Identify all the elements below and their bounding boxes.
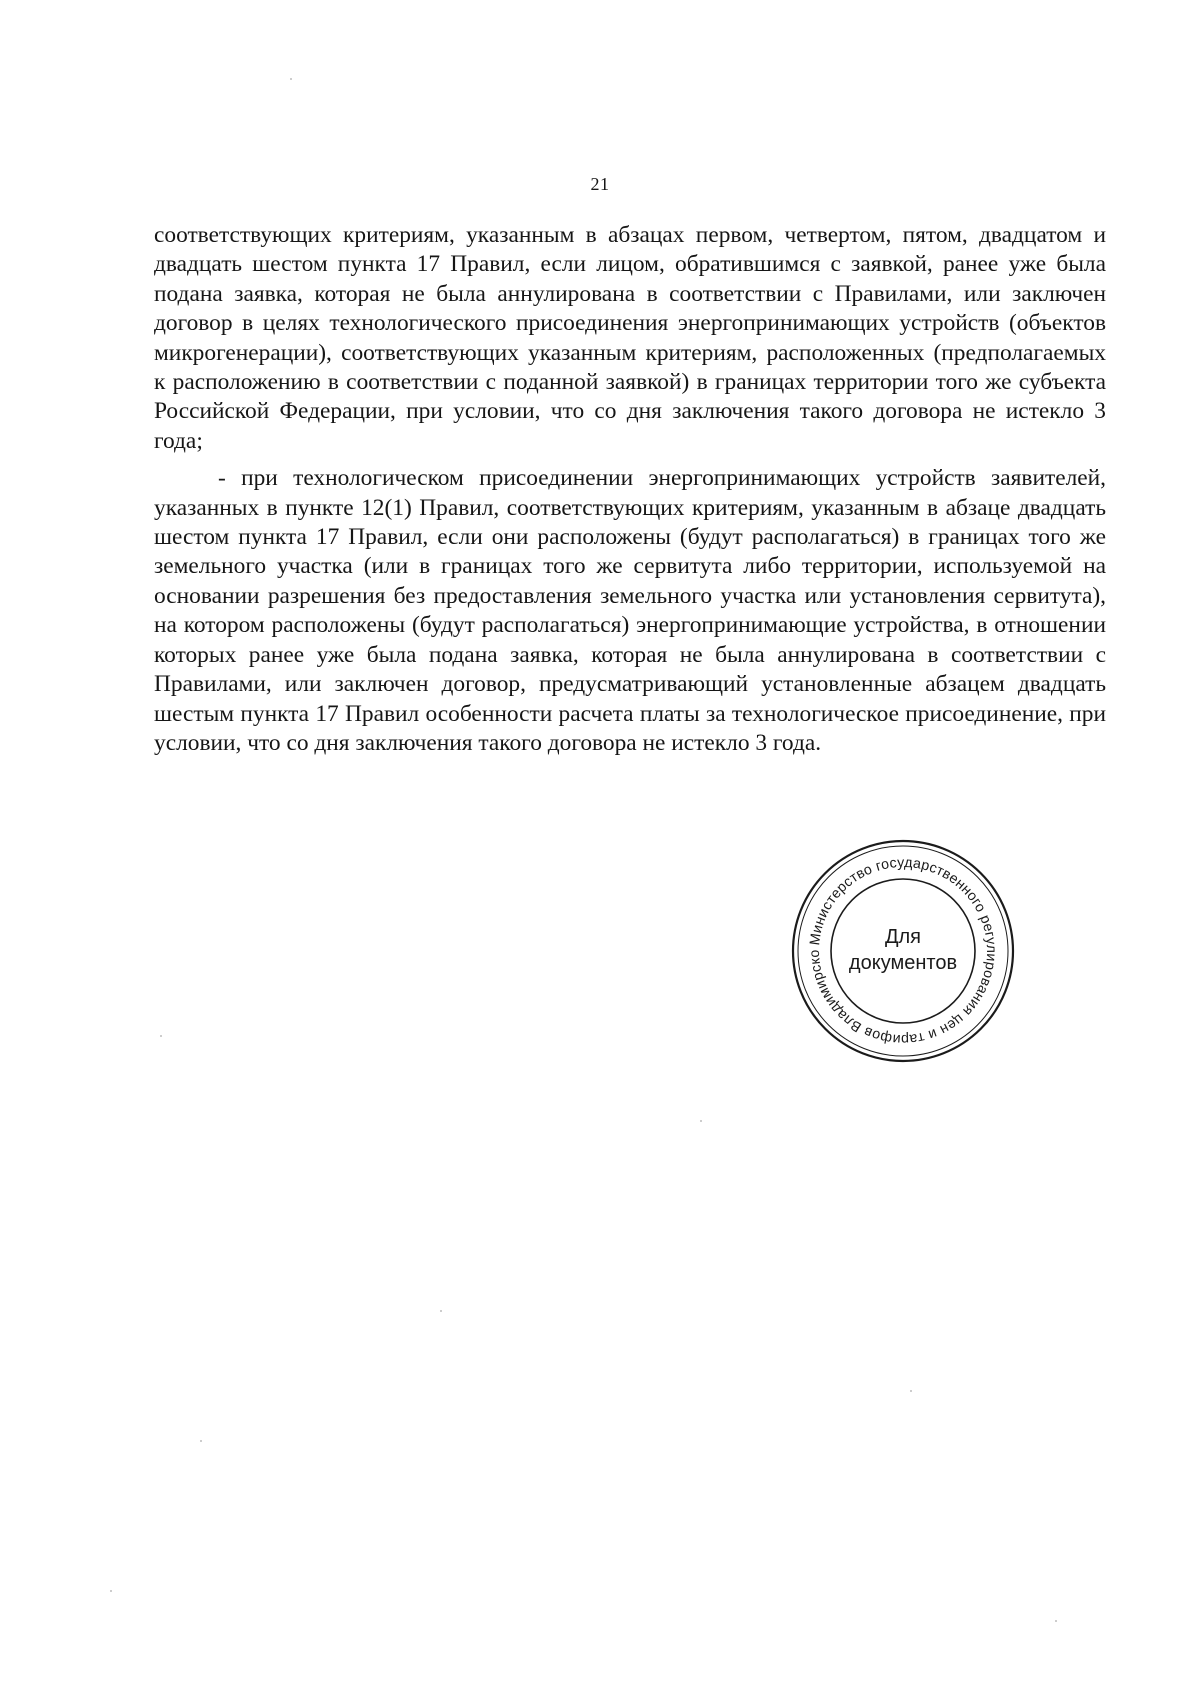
scan-speck <box>290 78 292 80</box>
stamp-center-text <box>788 924 1018 976</box>
scan-speck <box>440 1310 442 1312</box>
page-number: 21 <box>590 174 610 194</box>
paragraph-bullet: - при технологическом присоединении энергопринимающих устройств заявителей, указанных в пункте 12(1) Правил, соответствующих критериям, указанным в абзаце двадцать шестом пункта 17 Правил, если они расположены (будут располагаться) в границах того же земельного участка (или в границах того же сервитута либо территории, используемой на основании разрешения без предоставления земельного участка или установления сервитута), на котором расположены (будут располагаться) энергопринимающие устройства, в отношении которых ранее уже была подана заявка, которая не была аннулирована в соответствии с Правилами, или заключен договор, предусматривающий установленные абзацем двадцать шестым пункта 17 Правил особенности расчета платы за технологическое присоединение, при условии, что со дня заключения такого договора не истекло 3 года. <box>154 465 1106 756</box>
official-stamp <box>788 836 1018 1066</box>
scan-speck <box>160 1035 162 1037</box>
scan-speck <box>200 1440 202 1442</box>
scan-speck <box>1055 1620 1057 1622</box>
document-body <box>154 221 1106 758</box>
stamp-center-line-2: документов <box>848 952 958 974</box>
scan-speck <box>700 1120 702 1122</box>
paragraph-continuation: соответствующих критериям, указанным в абзацах первом, четвертом, пятом, двадцатом и двадцать шестом пункта 17 Правил, если лицом, обратившимся с заявкой, ранее уже была подана заявка, которая не была аннулирована в соответствии с Правилами, или заключен договор в целях технологического присоединения энергопринимающих устройств (объектов микрогенерации), соответствующих указанным критериям, расположенных (предполагаемых к расположению в соответствии с поданной заявкой) в границах территории того же субъекта Российской Федерации, при условии, что со дня заключения такого договора не истекло 3 года; <box>154 222 1106 454</box>
scan-speck <box>910 1390 912 1392</box>
stamp-center-line-1: Для <box>884 926 922 948</box>
stamp-ring-text: Министерство государственного регулирования цен и тарифов Владимирско <box>806 854 1000 1048</box>
scan-speck <box>110 1590 112 1592</box>
